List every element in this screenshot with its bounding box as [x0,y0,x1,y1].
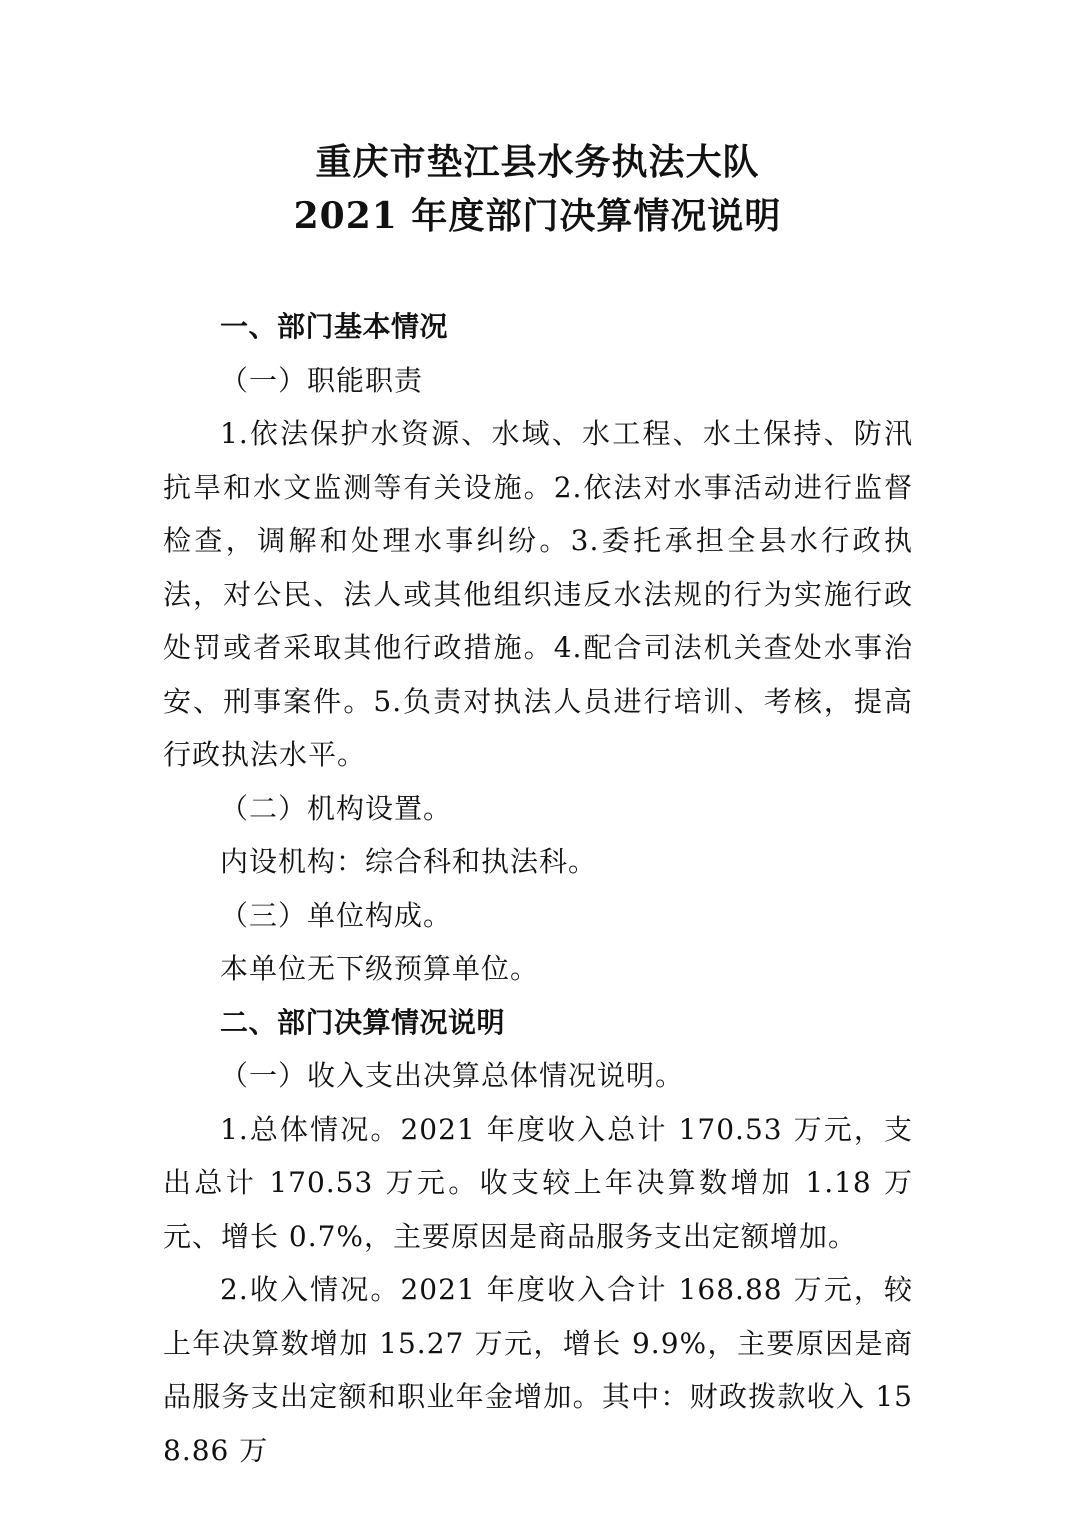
section-2-heading: 二、部门决算情况说明 [220,1005,506,1039]
subsection-1-1-text: 1.依法保护水资源、水域、水工程、水土保持、防汛抗旱和水文监测等有关设施。2.依法对水事活动进行监督检查，调解和处理水事纠纷。3.委托承担全县水行政执法，对公民、法人或其他组织违反水法规的行为实施行政处罚或者采取其他行政措施。4.配合司法机关查处水事治安、刑事案件。5.负责对执法人员进行培训、考核，提高行政执法水平。 [163,417,913,771]
subsection-1-3-text: 本单位无下级预算单位。 [220,952,540,985]
section-1-heading: 一、部门基本情况 [220,310,449,343]
subsection-1-3-heading: （三）单位构成。 [220,898,453,932]
subsection-1-1-heading: （一）职能职责 [220,363,424,397]
subsection-2-1-paragraph-2: 2.收入情况。2021 年度收入合计 168.88 万元，较上年决算数增加 15.27 万元，增长 9.9%，主要原因是商品服务支出定额和职业年金增加。其中：财政拨款收入 158.86 万 [163,1273,913,1467]
subsection-1-2-heading: （二）机构设置。 [220,791,453,825]
subsection-2-1-heading: （一）收入支出决算总体情况说明。 [220,1059,685,1092]
document-title-line-2: 2021 年度部门决算情况说明 [293,195,782,237]
document-body [163,300,913,1477]
subsection-2-1-paragraph-1: 1.总体情况。2021 年度收入总计 170.53 万元，支出总计 170.53 万元。收支较上年决算数增加 1.18 万元、增长 0.7%，主要原因是商品服务支出定额增加。 [163,1112,913,1253]
document-title-line-1: 重庆市垫江县水务执法大队 [315,141,760,183]
subsection-1-2-text: 内设机构：综合科和执法科。 [220,845,598,878]
